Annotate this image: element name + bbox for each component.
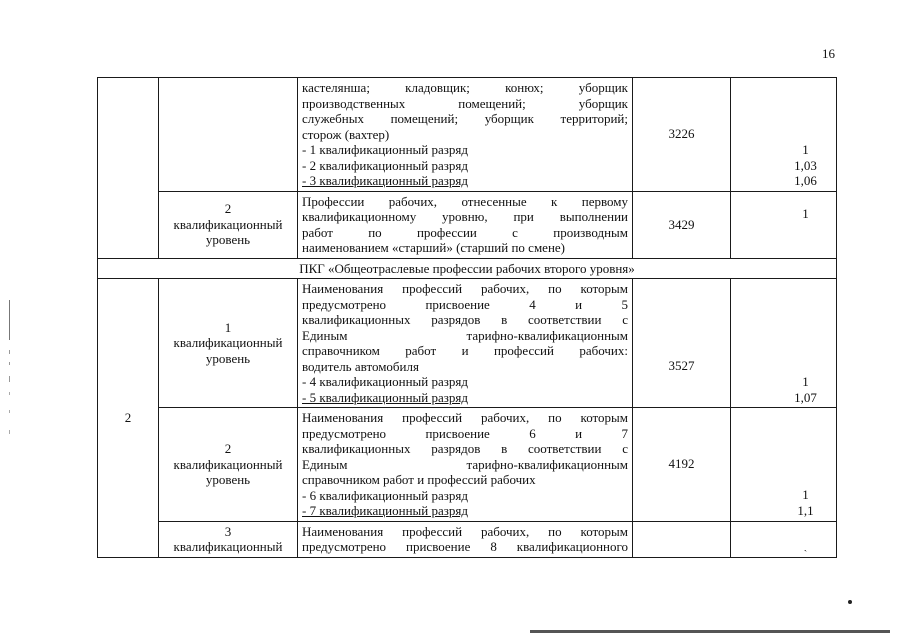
level-tail: уровень: [205, 350, 251, 366]
level-word: квалификационный: [173, 456, 283, 472]
level-cell: [159, 191, 298, 258]
description-line: предусмотрено присвоение 6 и 7: [302, 425, 628, 441]
table-row: [98, 191, 837, 258]
scan-dot: [848, 600, 852, 604]
level-tail: уровень: [205, 232, 251, 248]
salary-cell: [633, 408, 731, 522]
description-cell: [298, 408, 633, 522]
grade-line: - 5 квалификационный разряд: [302, 389, 468, 405]
scan-mark: ˏ: [803, 539, 808, 552]
description-line: служебных помещений; уборщик территорий;: [302, 111, 628, 126]
level-number: 2: [224, 201, 232, 217]
level-cell: [159, 78, 298, 192]
group-number: 2: [124, 410, 132, 425]
description-cell: [298, 521, 633, 557]
salary-cell: [633, 521, 731, 557]
salary-table: [97, 77, 837, 558]
group-number-cell: [98, 279, 159, 558]
salary-cell: [633, 191, 731, 258]
coefficient-value: 1,07: [794, 389, 817, 405]
description-line: справочником работ и профессий рабочих: [302, 472, 536, 487]
description-cell: [298, 78, 633, 192]
description-line: Наименования профессий рабочих, по которым: [302, 281, 628, 296]
table-row: [98, 279, 837, 408]
table-row: [98, 521, 837, 557]
coefficient-value: 1: [802, 487, 809, 502]
coefficient-cell: [731, 279, 837, 408]
level-word: квалификационный: [173, 539, 283, 554]
description-line: Наименования профессий рабочих, по которым: [302, 410, 628, 425]
description-line: Единым тарифно-квалификационным: [302, 456, 628, 472]
description-line: квалификационных разрядов в соответствии с: [302, 312, 628, 327]
table-row: [98, 78, 837, 192]
grade-line: - 7 квалификационный разряд: [302, 503, 468, 518]
salary-value: 3429: [668, 216, 695, 232]
scan-edge-line: [530, 630, 890, 633]
level-number: 3: [224, 523, 232, 539]
coefficient-value: 1,03: [794, 157, 817, 173]
description-cell: [298, 191, 633, 258]
salary-cell: [633, 78, 731, 192]
coefficient-value: 1: [802, 374, 809, 389]
section-header-row: [98, 258, 837, 279]
level-cell: [159, 521, 298, 557]
level-word: квалификационный: [173, 216, 283, 232]
grade-line: - 1 квалификационный разряд: [302, 142, 468, 157]
level-cell: [159, 279, 298, 408]
coefficient-value: 1,06: [794, 173, 817, 188]
level-word: квалификационный: [173, 335, 283, 351]
coefficient-cell: [731, 78, 837, 192]
description-line: производственных помещений; уборщик: [302, 95, 628, 111]
description-cell: [298, 279, 633, 408]
coefficient-cell: [731, 521, 837, 557]
description-line: Профессии рабочих, отнесенные к первому: [302, 193, 628, 209]
level-number: 2: [224, 441, 232, 456]
salary-value: 3226: [668, 126, 695, 141]
description-line: работ по профессии с производным: [302, 224, 628, 240]
level-tail: уровень: [205, 472, 251, 487]
description-line: наименованием «старший» (старший по смене): [302, 240, 566, 255]
salary-cell: [633, 279, 731, 408]
table-row: [98, 408, 837, 522]
scan-noise-marks: [8, 300, 11, 450]
coefficient-value: 1: [802, 142, 809, 157]
coefficient-value: 1: [802, 205, 809, 221]
grade-line: - 2 квалификационный разряд: [302, 157, 468, 173]
grade-line: - 6 квалификационный разряд: [302, 487, 468, 503]
section-title: ПКГ «Общеотраслевые профессии рабочих второго уровня»: [98, 258, 837, 279]
salary-value: 3527: [668, 358, 695, 373]
coefficient-cell: [731, 408, 837, 522]
description-line: сторож (вахтер): [302, 126, 390, 142]
coefficient-value: 1,1: [797, 502, 814, 518]
grade-line: - 3 квалификационный разряд: [302, 173, 468, 188]
page-number: 16: [822, 46, 835, 61]
description-line: Единым тарифно-квалификационным: [302, 327, 628, 343]
description-line: квалификационному уровню, при выполнении: [302, 209, 628, 224]
description-line: квалификационных разрядов в соответствии с: [302, 441, 628, 456]
salary-value: 4192: [668, 456, 695, 471]
grade-line: - 4 квалификационный разряд: [302, 374, 468, 389]
description-line: водитель автомобиля: [302, 358, 419, 374]
description-line: предусмотрено присвоение 4 и 5: [302, 296, 628, 312]
description-line: Наименования профессий рабочих, по которым: [302, 523, 628, 539]
level-number: 1: [224, 319, 232, 335]
description-line: кастелянша; кладовщик; конюх; уборщик: [302, 80, 628, 95]
group-number-cell: [98, 78, 159, 259]
description-line: справочником работ и профессий рабочих:: [302, 343, 628, 358]
description-line: предусмотрено присвоение 8 квалификационного: [302, 539, 628, 554]
coefficient-cell: [731, 191, 837, 258]
level-cell: [159, 408, 298, 522]
